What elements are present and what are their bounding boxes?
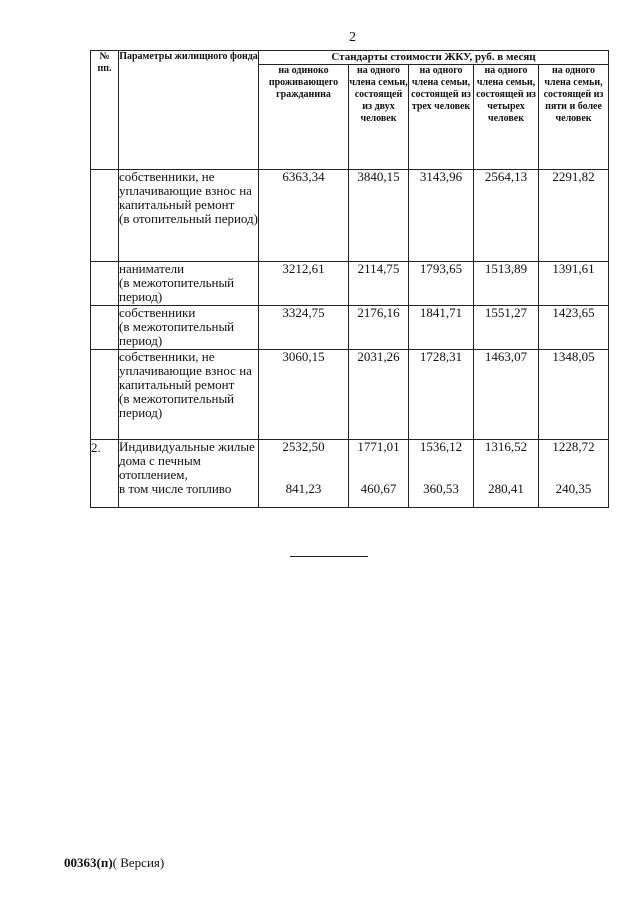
row-number	[91, 262, 119, 306]
row-number	[91, 306, 119, 350]
value-main: 1536,12	[419, 439, 463, 454]
value-main: 1316,52	[484, 439, 528, 454]
row-parameter: собственники (в межотопительный период)	[119, 306, 259, 350]
row-value-five-plus	[539, 440, 609, 508]
table-row	[91, 306, 609, 350]
row-value-two: 2176,16	[349, 306, 409, 350]
header-col-five-plus: на одного члена семьи, состоящей из пяти и более человек	[539, 65, 609, 170]
row-parameter: собственники, не уплачивающие взнос на капитальный ремонт (в отопительный период)	[119, 170, 259, 262]
row-value-two: 2114,75	[349, 262, 409, 306]
page-number: 2	[349, 30, 356, 45]
row-parameter-sub: в том числе топливо	[119, 481, 232, 496]
row-number: 2.	[91, 440, 119, 508]
header-col-two: на одного члена семьи, состоящей из двух человек	[349, 65, 409, 170]
row-value-single: 6363,34	[259, 170, 349, 262]
row-value-two: 3840,15	[349, 170, 409, 262]
document-code-version: ( Версия)	[112, 855, 165, 870]
value-fuel: 240,35	[555, 481, 592, 496]
table-row	[91, 262, 609, 306]
table-row	[91, 350, 609, 440]
value-main: 1771,01	[357, 439, 400, 454]
row-value-two: 2031,26	[349, 350, 409, 440]
row-number	[91, 170, 119, 262]
value-fuel: 460,67	[360, 481, 397, 496]
row-value-single: 3212,61	[259, 262, 349, 306]
table-row	[91, 170, 609, 262]
value-fuel: 280,41	[488, 481, 524, 496]
row-value-five-plus: 1348,05	[539, 350, 609, 440]
row-value-single	[259, 440, 349, 508]
row-value-three: 1841,71	[409, 306, 474, 350]
row-value-three: 1728,31	[409, 350, 474, 440]
row-value-single: 3324,75	[259, 306, 349, 350]
row-value-five-plus: 1391,61	[539, 262, 609, 306]
row-value-three: 1793,65	[409, 262, 474, 306]
header-cost-standards: Стандарты стоимости ЖКУ, руб. в месяц	[259, 51, 609, 65]
housing-cost-standards-table	[90, 50, 609, 508]
header-col-single: на одиноко проживающего гражданина	[259, 65, 349, 170]
row-value-four: 1513,89	[474, 262, 539, 306]
row-value-four: 2564,13	[474, 170, 539, 262]
document-code	[64, 855, 164, 871]
table-row	[91, 440, 609, 508]
row-value-four	[474, 440, 539, 508]
header-number: № пп.	[91, 51, 119, 170]
header-col-four: на одного члена семьи, состоящей из четырех человек	[474, 65, 539, 170]
header-parameters: Параметры жилищного фонда	[119, 51, 259, 170]
document-code-bold: 00363(п)	[64, 855, 113, 870]
row-value-five-plus: 2291,82	[539, 170, 609, 262]
row-parameter-main: Индивидуальные жилые дома с печным отоплением,	[119, 439, 255, 482]
header-col-three: на одного члена семьи, состоящей из трех человек	[409, 65, 474, 170]
divider-line	[290, 556, 368, 557]
row-parameter	[119, 440, 259, 508]
row-value-three: 3143,96	[409, 170, 474, 262]
value-main: 2532,50	[282, 439, 325, 454]
row-parameter: собственники, не уплачивающие взнос на капитальный ремонт (в межотопительный период)	[119, 350, 259, 440]
row-value-five-plus: 1423,65	[539, 306, 609, 350]
value-fuel: 841,23	[285, 481, 322, 496]
row-value-three	[409, 440, 474, 508]
row-parameter: наниматели (в межотопительный период)	[119, 262, 259, 306]
row-value-single: 3060,15	[259, 350, 349, 440]
row-value-four: 1551,27	[474, 306, 539, 350]
row-value-two	[349, 440, 409, 508]
value-fuel: 360,53	[423, 481, 459, 496]
row-number	[91, 350, 119, 440]
row-value-four: 1463,07	[474, 350, 539, 440]
value-main: 1228,72	[552, 439, 595, 454]
